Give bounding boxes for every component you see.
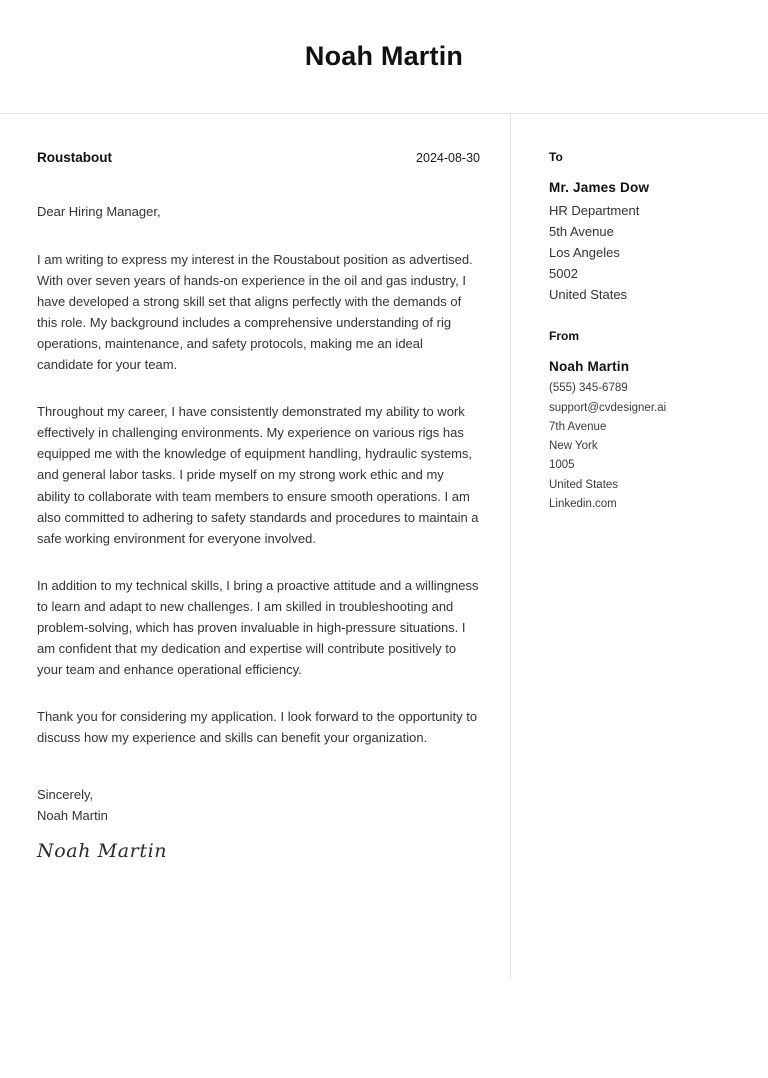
sender-line: New York	[549, 440, 598, 453]
contact-sidebar	[511, 114, 768, 538]
page-title: Noah Martin	[304, 40, 464, 71]
letter-paragraph: Throughout my career, I have consistently demonstrated my ability to work effectively in challenging environments. My experience on various rigs has equipped me with the knowledge of equipment handling, hydraulic systems, and general labor tasks. I pride myself on my strong work ethic and my ability to collaborate with team members to ensure smooth operations. I am also committed to adhering to safety standards and procedures to maintain a safe working environment for everyone involved.	[37, 404, 479, 546]
job-title: Roustabout	[37, 150, 112, 165]
recipient-name: Mr. James Dow	[549, 180, 650, 195]
letter-meta-row	[37, 150, 480, 165]
closing-word: Sincerely,	[37, 786, 94, 802]
recipient-line: 5002	[549, 266, 578, 282]
letter-paragraph: I am writing to express my interest in the Roustabout position as advertised. With over seven years of hands-on experience in the oil and gas industry, I have developed a strong skill set that aligns perfectly with the demands of this role. My background includes a comprehensive understanding of rig operations, maintenance, and safety protocols, making me an ideal candidate for your team.	[37, 252, 473, 373]
letter-column	[0, 114, 510, 861]
document-body	[0, 114, 768, 979]
letter-paragraph: Thank you for considering my application. I look forward to the opportunity to discuss how my experience and skills can benefit your organization.	[37, 708, 478, 745]
closing-name: Noah Martin	[37, 808, 108, 824]
recipient-line: 5th Avenue	[549, 224, 614, 240]
sender-line: United States	[549, 478, 619, 491]
recipient-line: Los Angeles	[549, 245, 620, 261]
document-header	[0, 0, 768, 113]
sender-website: Linkedin.com	[549, 498, 617, 511]
from-heading: From	[549, 329, 579, 344]
recipient-line: United States	[549, 287, 628, 303]
letter-paragraph: In addition to my technical skills, I bring a proactive attitude and a willingness to learn and adapt to new challenges. I am skilled in troubleshooting and problem-solving, which has proven invaluable in high-pressure situations. I am confident that my dedication and expertise will contribute positively to your team and enhance operational efficiency.	[37, 577, 479, 677]
salutation: Dear Hiring Manager,	[37, 204, 161, 219]
recipient-block	[549, 180, 748, 305]
letter-date: 2024-08-30	[416, 151, 480, 165]
sender-line: 7th Avenue	[549, 420, 607, 433]
closing-block	[37, 784, 480, 861]
sender-block	[549, 359, 748, 514]
sender-phone: (555) 345-6789	[549, 382, 628, 395]
sender-line: 1005	[549, 459, 575, 472]
sender-name: Noah Martin	[549, 359, 630, 375]
sender-email: support@cvdesigner.ai	[549, 401, 667, 414]
signature: Noah Martin	[37, 840, 168, 863]
recipient-line: HR Department	[549, 203, 640, 218]
to-heading: To	[549, 150, 563, 164]
